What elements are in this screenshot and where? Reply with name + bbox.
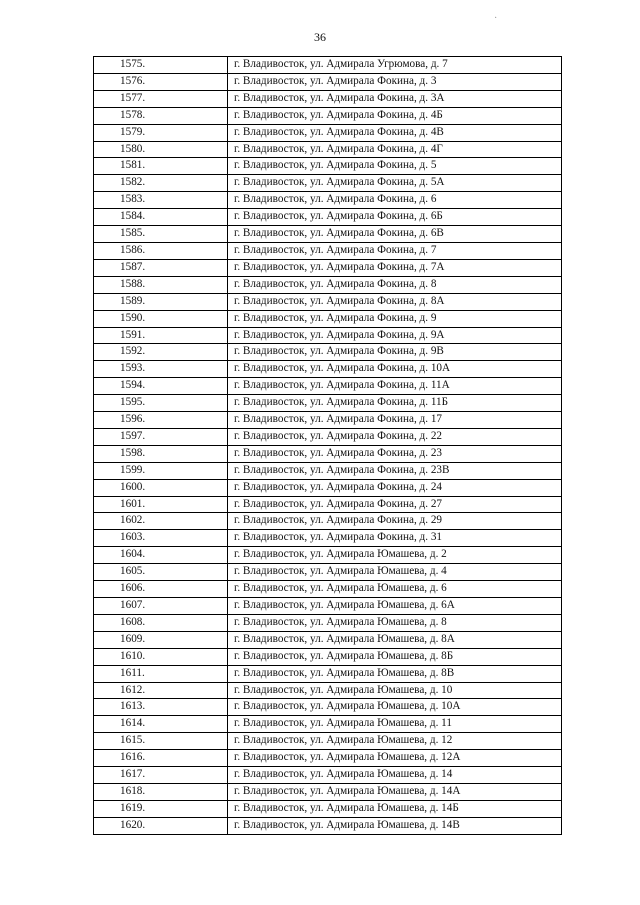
table-row	[94, 716, 562, 733]
row-number: 1619.	[94, 800, 228, 817]
row-number: 1602.	[94, 513, 228, 530]
row-number: 1609.	[94, 631, 228, 648]
table-row	[94, 276, 562, 293]
table-row	[94, 445, 562, 462]
row-address: г. Владивосток, ул. Адмирала Фокина, д. 3	[228, 73, 562, 90]
row-address: г. Владивосток, ул. Адмирала Фокина, д. 10А	[228, 361, 562, 378]
table-row	[94, 564, 562, 581]
row-address: г. Владивосток, ул. Адмирала Юмашева, д. 14В	[228, 817, 562, 834]
row-number: 1611.	[94, 665, 228, 682]
table-row	[94, 124, 562, 141]
table-row	[94, 767, 562, 784]
row-number: 1601.	[94, 496, 228, 513]
row-address: г. Владивосток, ул. Адмирала Юмашева, д. 10А	[228, 699, 562, 716]
row-number: 1588.	[94, 276, 228, 293]
table-row	[94, 175, 562, 192]
table-row	[94, 682, 562, 699]
row-number: 1576.	[94, 73, 228, 90]
table-row	[94, 750, 562, 767]
table-row	[94, 631, 562, 648]
row-address: г. Владивосток, ул. Адмирала Фокина, д. 5А	[228, 175, 562, 192]
table-row	[94, 310, 562, 327]
row-number: 1590.	[94, 310, 228, 327]
row-address: г. Владивосток, ул. Адмирала Юмашева, д. 2	[228, 547, 562, 564]
table-row	[94, 428, 562, 445]
row-address: г. Владивосток, ул. Адмирала Юмашева, д. 6А	[228, 598, 562, 615]
row-number: 1583.	[94, 192, 228, 209]
table-row	[94, 598, 562, 615]
row-address: г. Владивосток, ул. Адмирала Фокина, д. 17	[228, 412, 562, 429]
row-address: г. Владивосток, ул. Адмирала Юмашева, д. 8А	[228, 631, 562, 648]
table-row	[94, 344, 562, 361]
table-row	[94, 327, 562, 344]
row-number: 1587.	[94, 259, 228, 276]
table-row	[94, 800, 562, 817]
table-row	[94, 73, 562, 90]
row-address: г. Владивосток, ул. Адмирала Фокина, д. 6В	[228, 226, 562, 243]
row-number: 1604.	[94, 547, 228, 564]
row-number: 1581.	[94, 158, 228, 175]
row-number: 1594.	[94, 378, 228, 395]
row-number: 1614.	[94, 716, 228, 733]
row-address: г. Владивосток, ул. Адмирала Фокина, д. 4Б	[228, 107, 562, 124]
row-address: г. Владивосток, ул. Адмирала Фокина, д. 27	[228, 496, 562, 513]
row-number: 1607.	[94, 598, 228, 615]
table-row	[94, 614, 562, 631]
row-number: 1616.	[94, 750, 228, 767]
row-number: 1592.	[94, 344, 228, 361]
row-number: 1615.	[94, 733, 228, 750]
table-row	[94, 513, 562, 530]
row-address: г. Владивосток, ул. Адмирала Фокина, д. 9	[228, 310, 562, 327]
table-row	[94, 361, 562, 378]
table-row	[94, 817, 562, 834]
row-number: 1582.	[94, 175, 228, 192]
table-row	[94, 378, 562, 395]
row-number: 1595.	[94, 395, 228, 412]
row-address: г. Владивосток, ул. Адмирала Фокина, д. 6Б	[228, 209, 562, 226]
row-address: г. Владивосток, ул. Адмирала Юмашева, д. 14Б	[228, 800, 562, 817]
table-row	[94, 209, 562, 226]
row-number: 1580.	[94, 141, 228, 158]
row-number: 1603.	[94, 530, 228, 547]
table-row	[94, 412, 562, 429]
row-address: г. Владивосток, ул. Адмирала Фокина, д. 22	[228, 428, 562, 445]
table-row	[94, 242, 562, 259]
table-row	[94, 496, 562, 513]
table-row	[94, 648, 562, 665]
table-row	[94, 259, 562, 276]
table-row	[94, 57, 562, 74]
row-address: г. Владивосток, ул. Адмирала Юмашева, д. 12А	[228, 750, 562, 767]
row-address: г. Владивосток, ул. Адмирала Фокина, д. 8	[228, 276, 562, 293]
row-address: г. Владивосток, ул. Адмирала Фокина, д. 9А	[228, 327, 562, 344]
row-address: г. Владивосток, ул. Адмирала Фокина, д. 8А	[228, 293, 562, 310]
row-address: г. Владивосток, ул. Адмирала Угрюмова, д. 7	[228, 57, 562, 74]
table-row	[94, 192, 562, 209]
row-address: г. Владивосток, ул. Адмирала Фокина, д. 4Г	[228, 141, 562, 158]
row-number: 1579.	[94, 124, 228, 141]
address-table-body	[94, 57, 562, 835]
row-number: 1599.	[94, 462, 228, 479]
table-row	[94, 530, 562, 547]
row-address: г. Владивосток, ул. Адмирала Фокина, д. 6	[228, 192, 562, 209]
row-address: г. Владивосток, ул. Адмирала Фокина, д. 3А	[228, 90, 562, 107]
row-number: 1620.	[94, 817, 228, 834]
corner-mark: ·	[494, 13, 498, 24]
row-number: 1600.	[94, 479, 228, 496]
row-number: 1617.	[94, 767, 228, 784]
row-address: г. Владивосток, ул. Адмирала Юмашева, д. 8	[228, 614, 562, 631]
row-number: 1610.	[94, 648, 228, 665]
row-number: 1608.	[94, 614, 228, 631]
row-number: 1593.	[94, 361, 228, 378]
row-number: 1577.	[94, 90, 228, 107]
row-address: г. Владивосток, ул. Адмирала Юмашева, д. 12	[228, 733, 562, 750]
table-row	[94, 462, 562, 479]
row-number: 1584.	[94, 209, 228, 226]
table-row	[94, 226, 562, 243]
row-address: г. Владивосток, ул. Адмирала Фокина, д. 7	[228, 242, 562, 259]
row-address: г. Владивосток, ул. Адмирала Фокина, д. 7А	[228, 259, 562, 276]
row-number: 1585.	[94, 226, 228, 243]
row-address: г. Владивосток, ул. Адмирала Юмашева, д. 4	[228, 564, 562, 581]
row-address: г. Владивосток, ул. Адмирала Юмашева, д. 11	[228, 716, 562, 733]
row-number: 1578.	[94, 107, 228, 124]
row-address: г. Владивосток, ул. Адмирала Юмашева, д. 14	[228, 767, 562, 784]
row-number: 1605.	[94, 564, 228, 581]
table-row	[94, 293, 562, 310]
row-address: г. Владивосток, ул. Адмирала Фокина, д. 23В	[228, 462, 562, 479]
row-address: г. Владивосток, ул. Адмирала Фокина, д. 4В	[228, 124, 562, 141]
row-address: г. Владивосток, ул. Адмирала Фокина, д. 29	[228, 513, 562, 530]
row-address: г. Владивосток, ул. Адмирала Фокина, д. 24	[228, 479, 562, 496]
table-row	[94, 141, 562, 158]
row-address: г. Владивосток, ул. Адмирала Фокина, д. 11Б	[228, 395, 562, 412]
row-address: г. Владивосток, ул. Адмирала Фокина, д. 9В	[228, 344, 562, 361]
row-number: 1606.	[94, 581, 228, 598]
row-number: 1597.	[94, 428, 228, 445]
row-number: 1575.	[94, 57, 228, 74]
row-address: г. Владивосток, ул. Адмирала Юмашева, д. 14А	[228, 783, 562, 800]
table-row	[94, 733, 562, 750]
row-address: г. Владивосток, ул. Адмирала Юмашева, д. 6	[228, 581, 562, 598]
table-row	[94, 395, 562, 412]
row-number: 1618.	[94, 783, 228, 800]
row-number: 1591.	[94, 327, 228, 344]
row-number: 1598.	[94, 445, 228, 462]
row-number: 1613.	[94, 699, 228, 716]
table-row	[94, 699, 562, 716]
table-row	[94, 783, 562, 800]
row-address: г. Владивосток, ул. Адмирала Фокина, д. 5	[228, 158, 562, 175]
row-address: г. Владивосток, ул. Адмирала Юмашева, д. 8В	[228, 665, 562, 682]
row-address: г. Владивосток, ул. Адмирала Юмашева, д. 10	[228, 682, 562, 699]
address-table	[93, 56, 562, 835]
row-number: 1589.	[94, 293, 228, 310]
row-number: 1612.	[94, 682, 228, 699]
table-row	[94, 547, 562, 564]
table-row	[94, 581, 562, 598]
page-number: 36	[314, 30, 326, 44]
table-row	[94, 665, 562, 682]
row-address: г. Владивосток, ул. Адмирала Фокина, д. 11А	[228, 378, 562, 395]
row-address: г. Владивосток, ул. Адмирала Фокина, д. 23	[228, 445, 562, 462]
table-row	[94, 90, 562, 107]
row-number: 1596.	[94, 412, 228, 429]
row-address: г. Владивосток, ул. Адмирала Юмашева, д. 8Б	[228, 648, 562, 665]
table-row	[94, 107, 562, 124]
row-number: 1586.	[94, 242, 228, 259]
table-row	[94, 479, 562, 496]
row-address: г. Владивосток, ул. Адмирала Фокина, д. 31	[228, 530, 562, 547]
table-row	[94, 158, 562, 175]
